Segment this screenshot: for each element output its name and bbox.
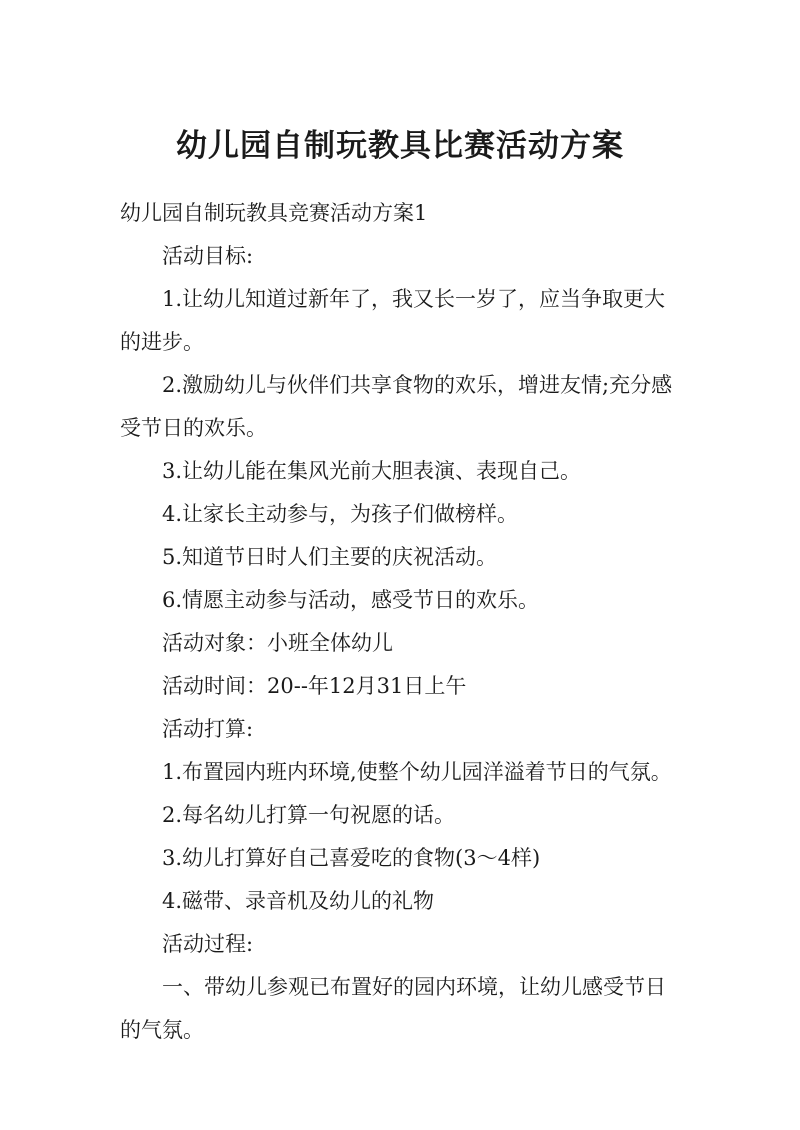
paragraph: 活动时间：20--年12月31日上午 bbox=[162, 674, 467, 698]
paragraph: 5.知道节日时人们主要的庆祝活动。 bbox=[162, 545, 498, 569]
paragraph: 活动目标: bbox=[162, 244, 254, 268]
paragraph: 1.布置园内班内环境,使整个幼儿园洋溢着节日的气氛。 bbox=[162, 760, 672, 784]
paragraph: 活动过程: bbox=[162, 932, 254, 956]
paragraph: 3.幼儿打算好自己喜爱吃的食物(3～4样) bbox=[162, 846, 541, 870]
paragraph: 活动对象：小班全体幼儿 bbox=[162, 631, 393, 655]
paragraph: 2.激励幼儿与伙伴们共享食物的欢乐，增进友情;充分感受节日的欢乐。 bbox=[120, 373, 673, 440]
paragraph: 4.让家长主动参与，为孩子们做榜样。 bbox=[162, 502, 519, 526]
paragraph: 6.情愿主动参与活动，感受节日的欢乐。 bbox=[162, 588, 540, 612]
paragraph: 1.让幼儿知道过新年了，我又长一岁了，应当争取更大的进步。 bbox=[120, 287, 666, 354]
paragraph: 活动打算: bbox=[162, 717, 254, 741]
document-body bbox=[120, 192, 686, 1052]
document-title: 幼儿园自制玩教具比赛活动方案 bbox=[176, 128, 624, 164]
paragraph: 一、带幼儿参观已布置好的园内环境，让幼儿感受节日的气氛。 bbox=[120, 975, 666, 1042]
paragraph: 4.磁带、录音机及幼儿的礼物 bbox=[162, 889, 435, 913]
section-heading: 幼儿园自制玩教具竞赛活动方案1 bbox=[120, 201, 428, 225]
paragraph: 2.每名幼儿打算一句祝愿的话。 bbox=[162, 803, 456, 827]
paragraph: 3.让幼儿能在集风光前大胆表演、表现自己。 bbox=[162, 459, 582, 483]
